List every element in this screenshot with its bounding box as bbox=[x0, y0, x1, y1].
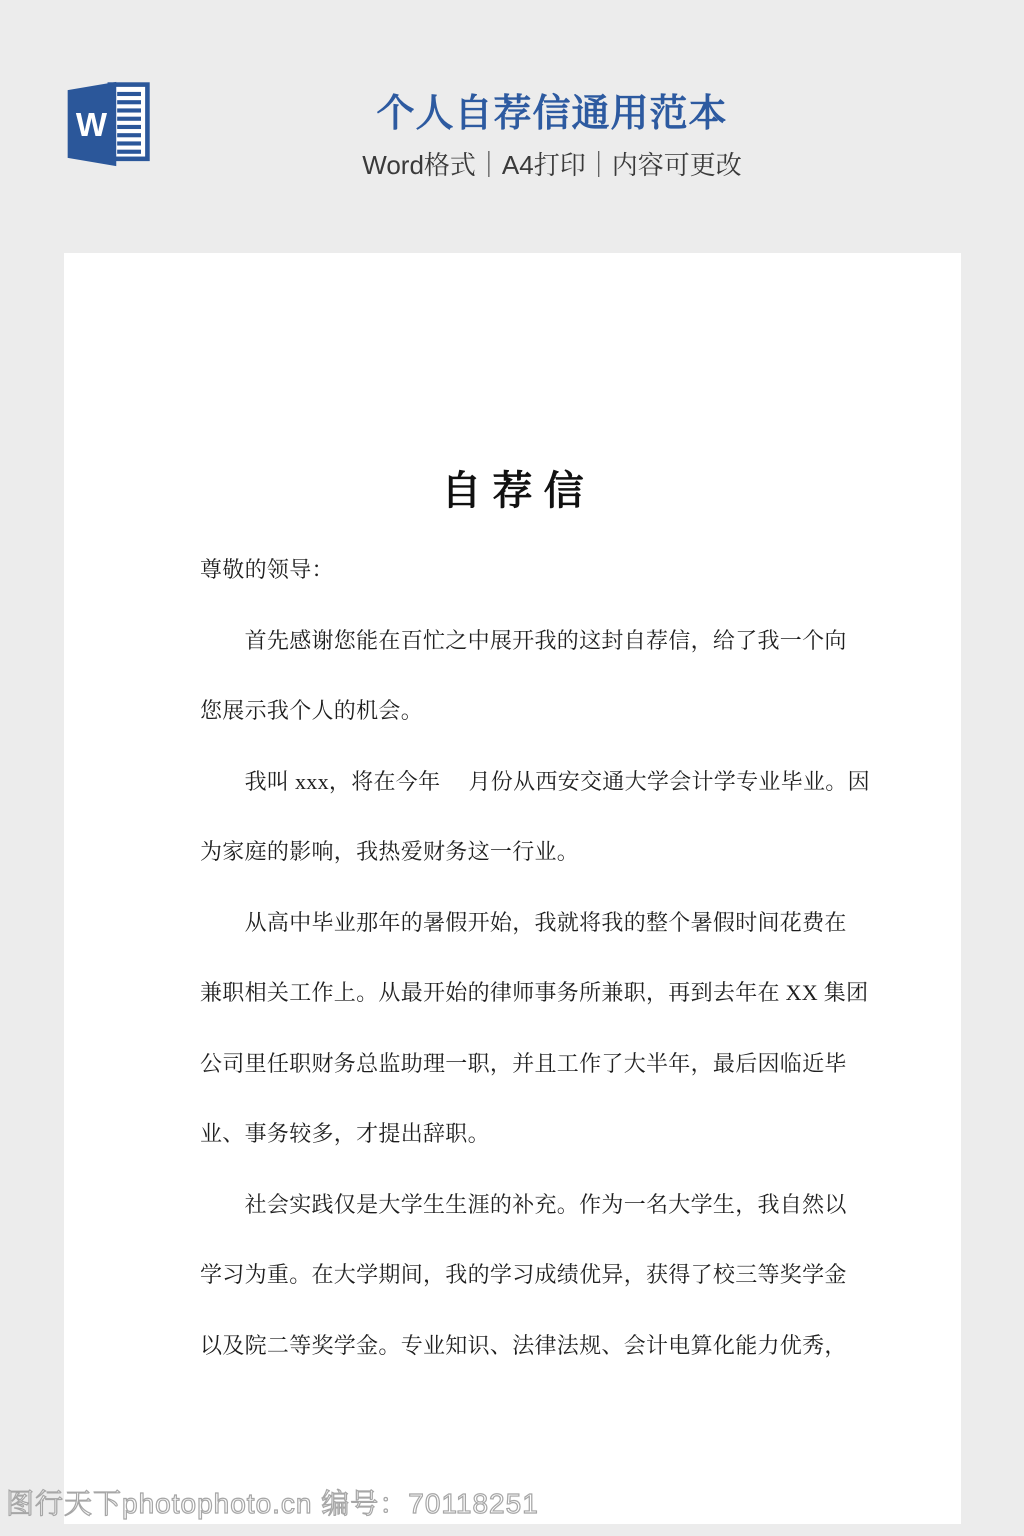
body-line: 公司里任职财务总监助理一职，并且工作了大半年，最后因临近毕 bbox=[200, 1050, 847, 1076]
template-subtitle: Word格式｜A4打印｜内容可更改 bbox=[362, 150, 742, 180]
word-icon-letter: W bbox=[75, 105, 108, 143]
body-line: 我叫 xxx，将在今年 月份从西安交通大学会计学专业毕业。因 bbox=[200, 768, 870, 794]
site-watermark: 图行天下photophoto.cn 编号：70118251 bbox=[6, 1488, 539, 1519]
document-page bbox=[64, 253, 961, 1524]
header bbox=[0, 0, 1024, 253]
header-text-block bbox=[292, 92, 812, 180]
template-title: 个人自荐信通用范本 bbox=[376, 93, 728, 135]
body-line: 首先感谢您能在百忙之中展开我的这封自荐信，给了我一个向 bbox=[200, 627, 847, 653]
word-file-icon bbox=[64, 78, 152, 170]
letter-title: 自 荐 信 bbox=[441, 469, 584, 513]
body-line: 兼职相关工作上。从最开始的律师事务所兼职，再到去年在 XX 集团 bbox=[200, 980, 869, 1005]
body-line: 业、事务较多，才提出辞职。 bbox=[200, 1121, 490, 1146]
body-line: 尊敬的领导： bbox=[200, 557, 334, 582]
body-line: 从高中毕业那年的暑假开始，我就将我的整个暑假时间花费在 bbox=[200, 909, 847, 935]
body-line: 以及院二等奖学金。专业知识、法律法规、会计电算化能力优秀， bbox=[200, 1332, 847, 1358]
letter-body bbox=[64, 535, 961, 1381]
body-line: 您展示我个人的机会。 bbox=[200, 698, 424, 723]
body-line: 社会实践仅是大学生生涯的补充。作为一名大学生，我自然以 bbox=[200, 1191, 847, 1217]
body-line: 为家庭的影响，我热爱财务这一行业。 bbox=[200, 839, 580, 864]
body-line: 学习为重。在大学期间，我的学习成绩优异，获得了校三等奖学金 bbox=[200, 1262, 847, 1287]
